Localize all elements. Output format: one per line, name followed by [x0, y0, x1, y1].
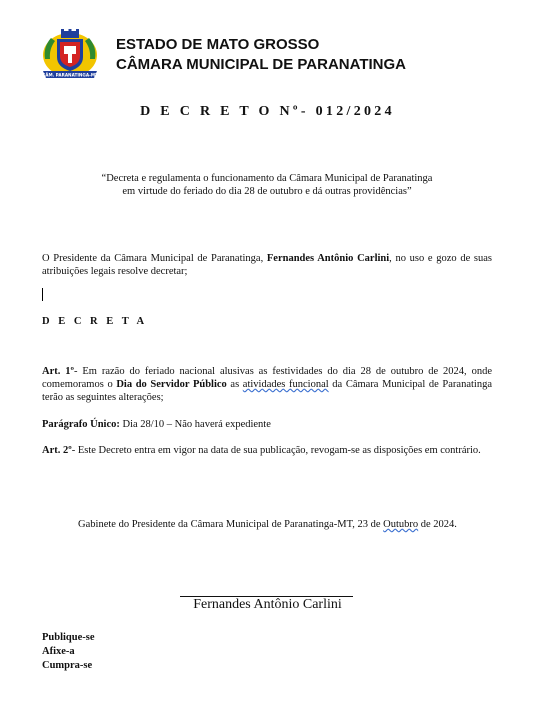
closing-post: Afixe-a [42, 646, 75, 657]
article-1-bold: Dia do Servidor Público [116, 379, 227, 390]
intro-paragraph [42, 252, 492, 278]
president-name: Fernandes Antônio Carlini [266, 253, 390, 264]
state-name: ESTADO DE MATO GROSSO [116, 36, 320, 53]
article-1-text-2: as [226, 379, 243, 390]
closing-formula [42, 631, 95, 673]
decree-title: D E C R E T O Nº- 012/2024 [140, 104, 395, 119]
intro-text-before: O Presidente da Câmara Municipal de Paranatinga, [42, 253, 267, 264]
signatory-name: Fernandes Antônio Carlini [193, 597, 342, 612]
coat-of-arms-icon [41, 29, 99, 83]
article-2 [42, 444, 492, 457]
single-paragraph-label: Parágrafo Único: [42, 419, 120, 430]
closing-publish: Publique-se [42, 632, 95, 643]
single-paragraph-text: Dia 28/10 – Não haverá expediente [119, 419, 271, 430]
single-paragraph [42, 418, 492, 431]
summary-line-2: em virtude do feriado do dia 28 de outubro e dá outras providências” [122, 186, 412, 197]
decreta-heading: D E C R E T A [42, 316, 148, 327]
spellcheck-flagged-text[interactable]: atividades funcional [242, 379, 329, 390]
article-2-text: - Este Decreto entra em vigor na data de sua publicação, revogam-se as disposições em contrário. [71, 445, 481, 456]
article-1-text-3: da Câmara Municipal de Paranatinga terão as seguintes alterações; [42, 379, 492, 403]
chamber-name: CÂMARA MUNICIPAL DE PARANATINGA [116, 56, 406, 73]
summary-line-1: “Decreta e regulamenta o funcionamento da Câmara Municipal de Paranatinga [101, 173, 433, 184]
signing-month[interactable]: Outubro [383, 519, 419, 530]
intro-text-after: , no uso e gozo de suas atribuições legais resolve decretar; [42, 253, 493, 277]
signing-text-after: de 2024. [418, 519, 457, 530]
signing-place-date [0, 519, 535, 530]
article-1-text-1: - Em razão do feriado nacional alusivas as festividades do dia 28 de outubro de 2024, onde comemoramos o [42, 366, 492, 390]
closing-comply: Cumpra-se [42, 660, 93, 671]
text-cursor[interactable] [42, 288, 43, 301]
signing-text-before: Gabinete do Presidente da Câmara Municipal de Paranatinga-MT, 23 de [78, 519, 384, 530]
decree-summary [86, 172, 448, 198]
article-1-label: Art. 1º [42, 366, 74, 377]
article-2-label: Art. 2º [42, 445, 72, 456]
article-1 [42, 365, 492, 404]
document-header [116, 35, 406, 74]
crest-ribbon-text: CÂM. PARANATINGA-MT [42, 72, 98, 78]
